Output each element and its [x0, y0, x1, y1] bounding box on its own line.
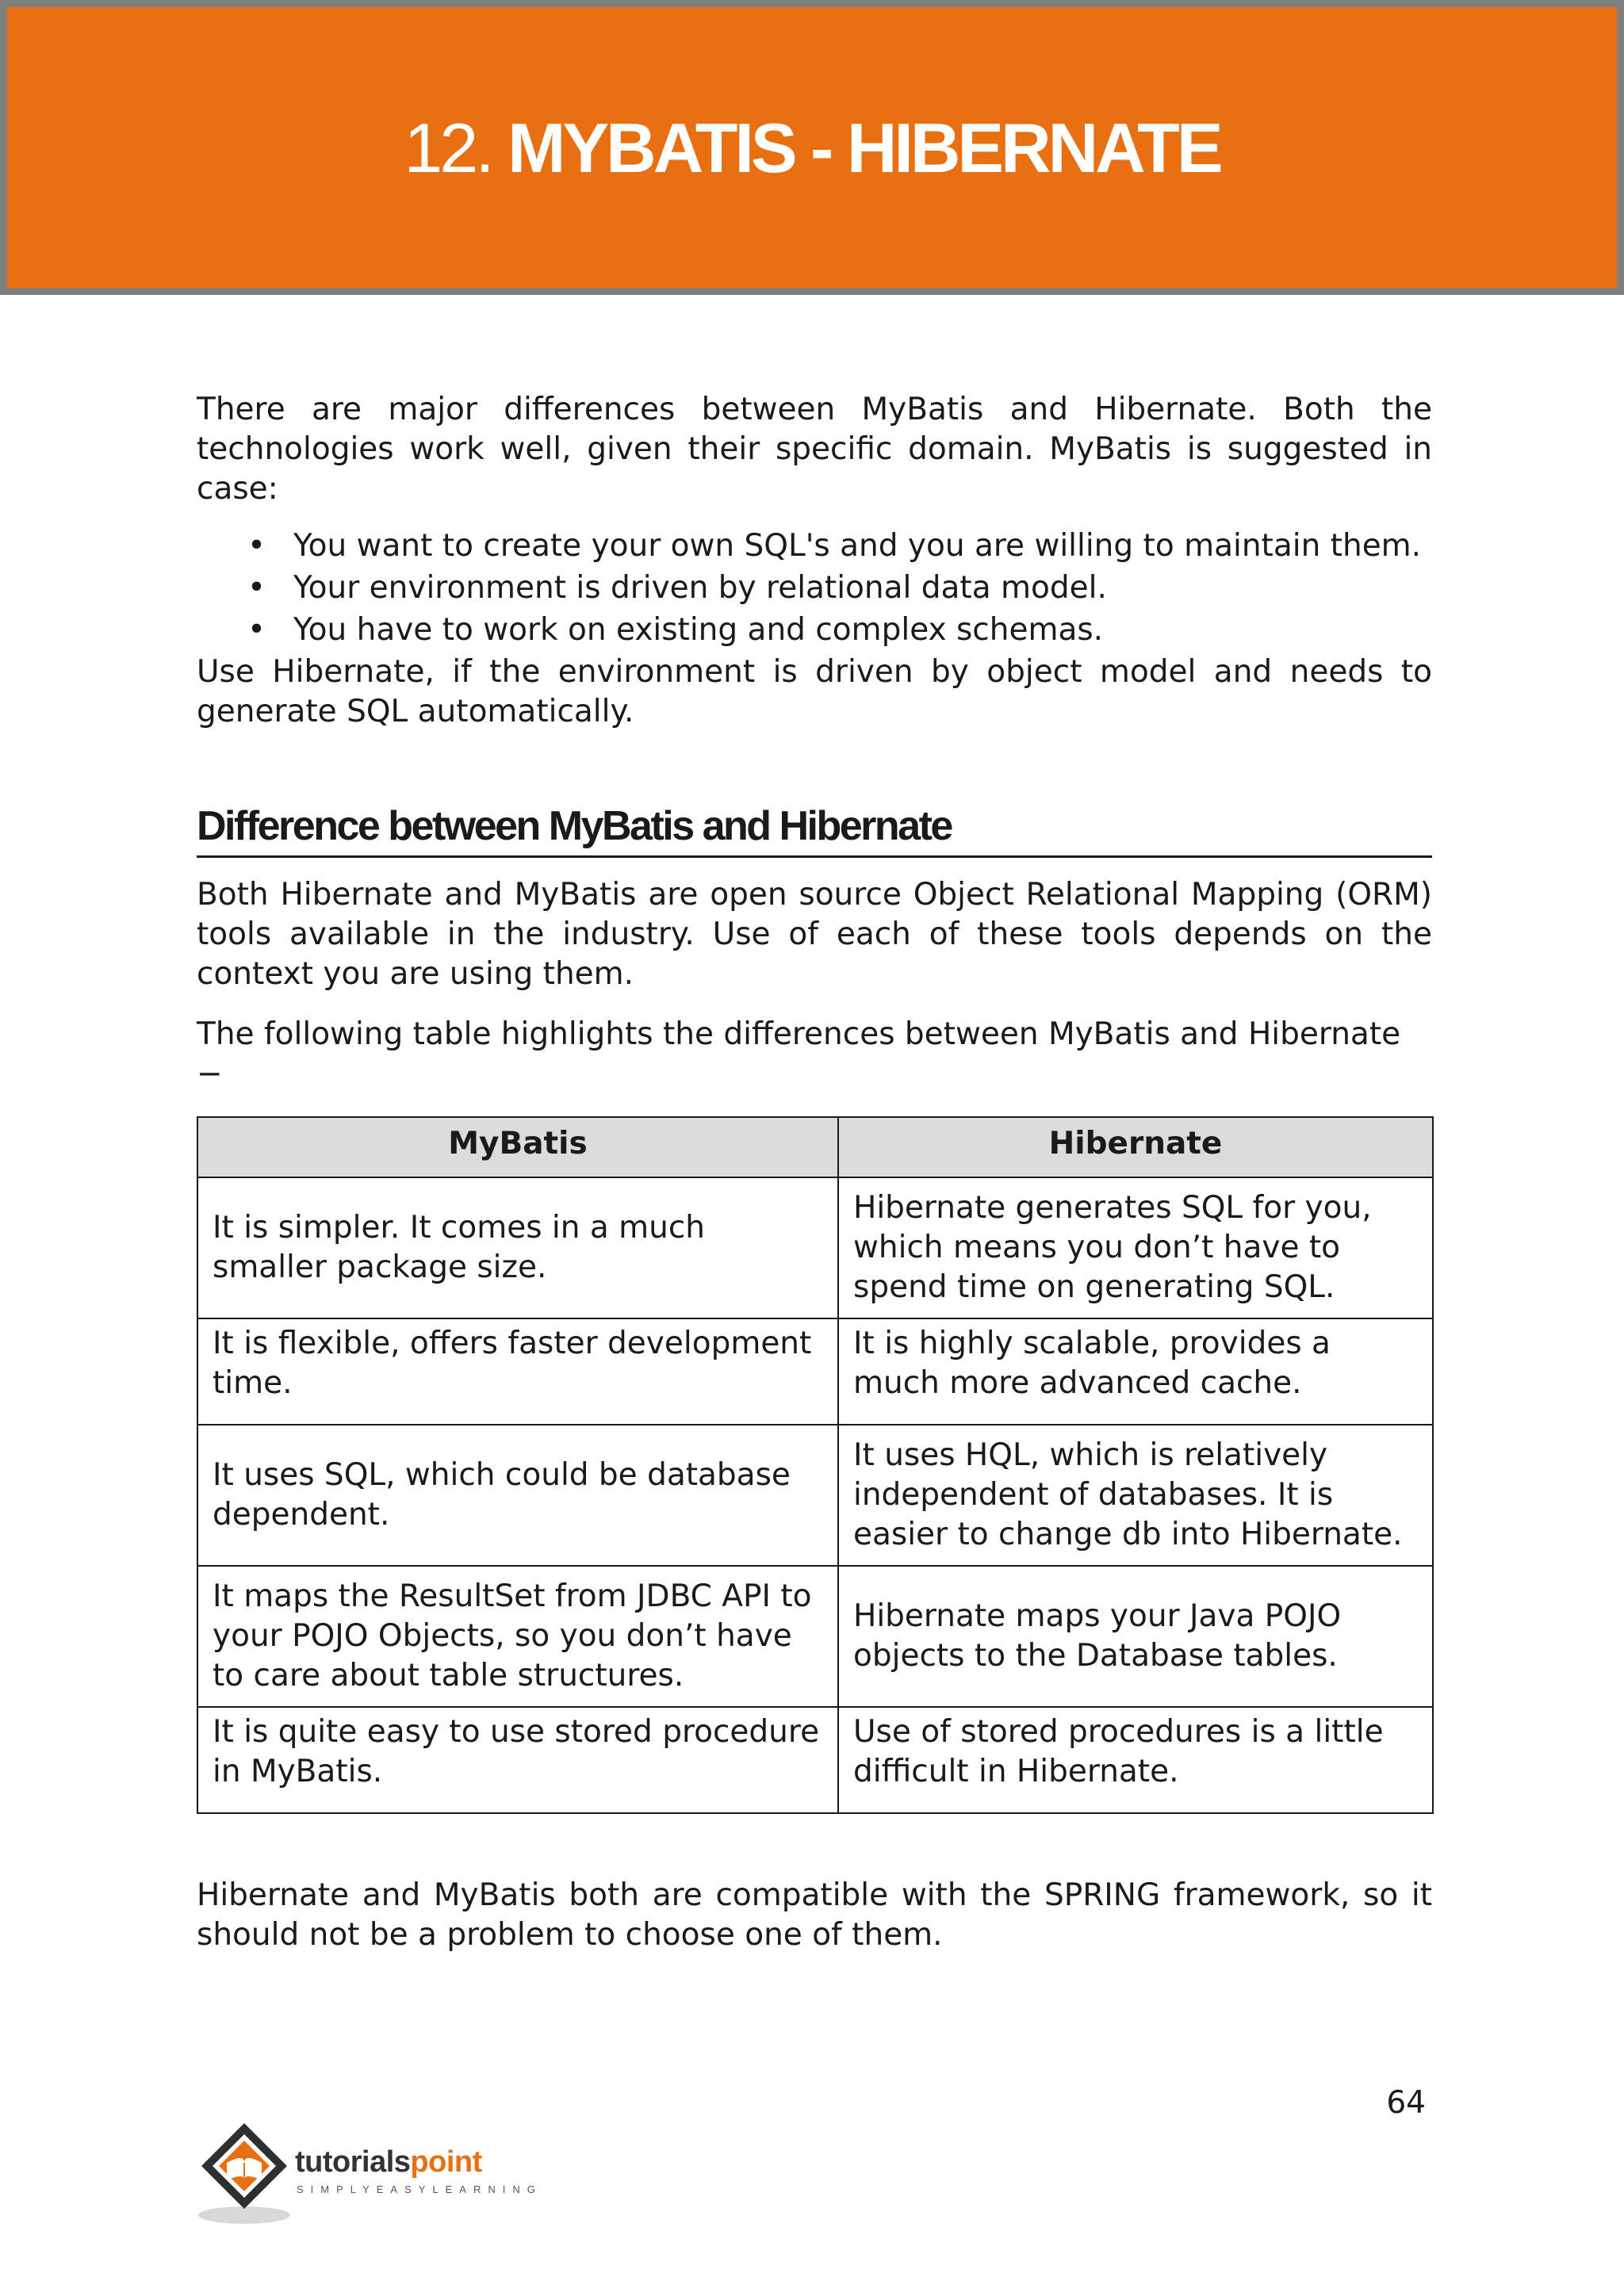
chapter-title [7, 109, 1617, 188]
header-mybatis: MyBatis [197, 1117, 838, 1177]
table-row [197, 1318, 1433, 1425]
table-cell-mybatis: It maps the ResultSet from JDBC API to your POJO Objects, so you don’t have to care about table structures. [197, 1566, 838, 1707]
table-row [197, 1707, 1433, 1813]
list-item-text: Your environment is driven by relational data model. [293, 570, 1107, 606]
table-header-row [197, 1117, 1433, 1177]
table-cell-mybatis: It is flexible, offers faster development time. [197, 1318, 838, 1425]
list-item-text: You want to create your own SQL's and you are willing to maintain them. [293, 528, 1422, 564]
table-cell-hibernate: Hibernate generates SQL for you, which means you don’t have to spend time on generating SQL. [838, 1177, 1433, 1318]
section-heading: Difference between MyBatis and Hibernate [197, 802, 1432, 858]
table-cell-mybatis: It is simpler. It comes in a much smaller package size. [197, 1177, 838, 1318]
logo-tagline: SIMPLYEASYLEARNING [297, 2183, 542, 2195]
list-item [197, 526, 1432, 566]
hibernate-use-case-paragraph: Use Hibernate, if the environment is driven by object model and needs to generate SQL automatically. [197, 654, 1432, 729]
table-cell-hibernate: Use of stored procedures is a little difficult in Hibernate. [838, 1707, 1433, 1813]
comparison-table [197, 1116, 1434, 1814]
list-item [197, 610, 1432, 650]
table-intro-paragraph: The following table highlights the differences between MyBatis and Hibernate − [197, 1016, 1401, 1092]
closing-paragraph: Hibernate and MyBatis both are compatible with the SPRING framework, so it should not be a problem to choose one of them. [197, 1877, 1432, 1953]
table-cell-mybatis: It is quite easy to use stored procedure in MyBatis. [197, 1707, 838, 1813]
header-hibernate: Hibernate [838, 1117, 1433, 1177]
mybatis-use-cases-list [197, 526, 1432, 650]
intro-paragraph: There are major differences between MyBatis and Hibernate. Both the technologies work well, given their specific domain. MyBatis is suggested in case: [197, 392, 1432, 507]
list-item [197, 568, 1432, 608]
page-number: 64 [1386, 2085, 1426, 2121]
chapter-number: 12. [404, 109, 492, 187]
chapter-banner [0, 0, 1624, 295]
logo-wordmark [295, 2145, 482, 2179]
logo-word-tutorials: tutorials [295, 2145, 411, 2179]
logo-word-point: point [410, 2145, 482, 2179]
bullet-icon: • [247, 528, 266, 564]
table-cell-hibernate: It is highly scalable, provides a much more advanced cache. [838, 1318, 1433, 1425]
bullet-icon: • [247, 612, 266, 648]
list-item-text: You have to work on existing and complex schemas. [293, 612, 1104, 648]
table-cell-hibernate: It uses HQL, which is relatively independent of databases. It is easier to change db into Hibernate. [838, 1425, 1433, 1566]
orm-paragraph: Both Hibernate and MyBatis are open source Object Relational Mapping (ORM) tools available in the industry. Use of each of these tools depends on the context you are using them. [197, 877, 1432, 992]
page-content [197, 390, 1432, 1955]
bullet-icon: • [247, 570, 266, 606]
table-row [197, 1177, 1433, 1318]
tutorialspoint-logo [195, 2117, 542, 2228]
table-cell-hibernate: Hibernate maps your Java POJO objects to the Database tables. [838, 1566, 1433, 1707]
table-row [197, 1425, 1433, 1566]
logo-mark-icon [195, 2117, 298, 2228]
chapter-name: MYBATIS - HIBERNATE [508, 109, 1220, 187]
table-cell-mybatis: It uses SQL, which could be database dependent. [197, 1425, 838, 1566]
table-row [197, 1566, 1433, 1707]
